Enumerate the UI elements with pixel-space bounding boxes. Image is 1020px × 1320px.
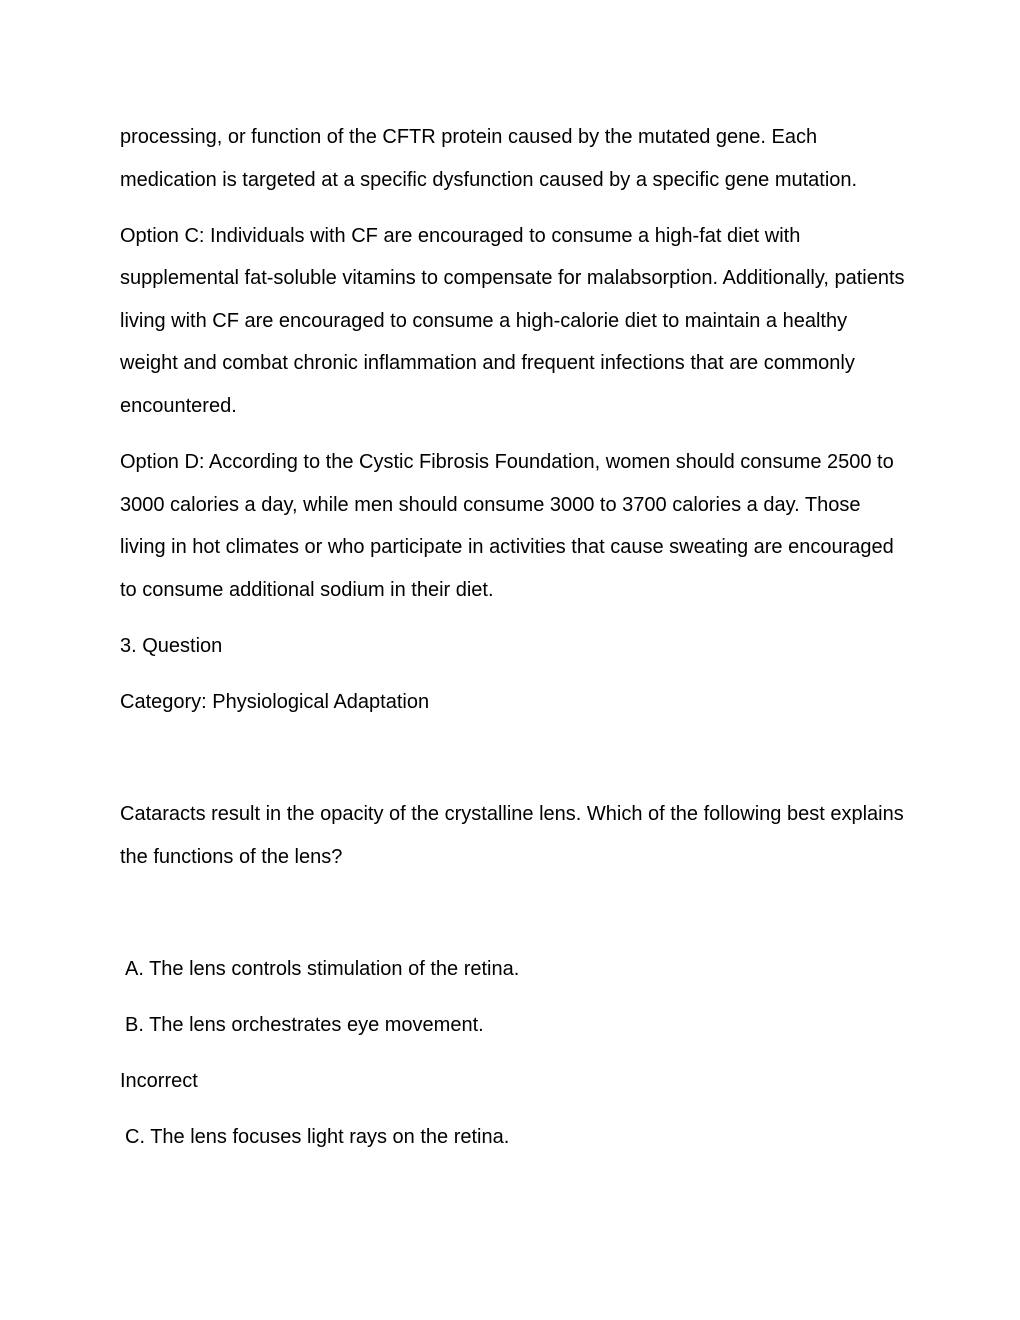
document-page [120, 116, 905, 1172]
answer-feedback: Incorrect [120, 1070, 198, 1093]
answer-option-a: A. The lens controls stimulation of the retina. [125, 957, 520, 980]
answer-option-c: C. The lens focuses light rays on the retina. [125, 1126, 510, 1149]
question-stem: Cataracts result in the opacity of the crystalline lens. Which of the following best explains the functions of the lens? [120, 803, 904, 868]
question-heading: 3. Question [120, 635, 223, 658]
paragraph-cftr-continuation: processing, or function of the CFTR protein caused by the mutated gene. Each medication is targeted at a specific dysfunction caused by a specific gene mutation. [120, 126, 858, 191]
answer-option-b: B. The lens orchestrates eye movement. [125, 1014, 484, 1036]
paragraph-option-d: Option D: According to the Cystic Fibrosis Foundation, women should consume 2500 to 3000 calories a day, while men should consume 3000 to 3700 calories a day. Those living in hot climates or who participate in activities that cause sweating are encouraged to consume additional sodium in their diet. [120, 451, 894, 601]
spacer [120, 892, 905, 948]
question-category: Category: Physiological Adaptation [120, 691, 430, 714]
spacer [120, 737, 905, 793]
paragraph-option-c: Option C: Individuals with CF are encouraged to consume a high-fat diet with supplemental fat-soluble vitamins to compensate for malabsorption. Additionally, patients living with CF are encouraged to consume a high-calorie diet to maintain a healthy weight and combat chronic inflammation and frequent infections that are commonly encountered. [120, 224, 905, 418]
